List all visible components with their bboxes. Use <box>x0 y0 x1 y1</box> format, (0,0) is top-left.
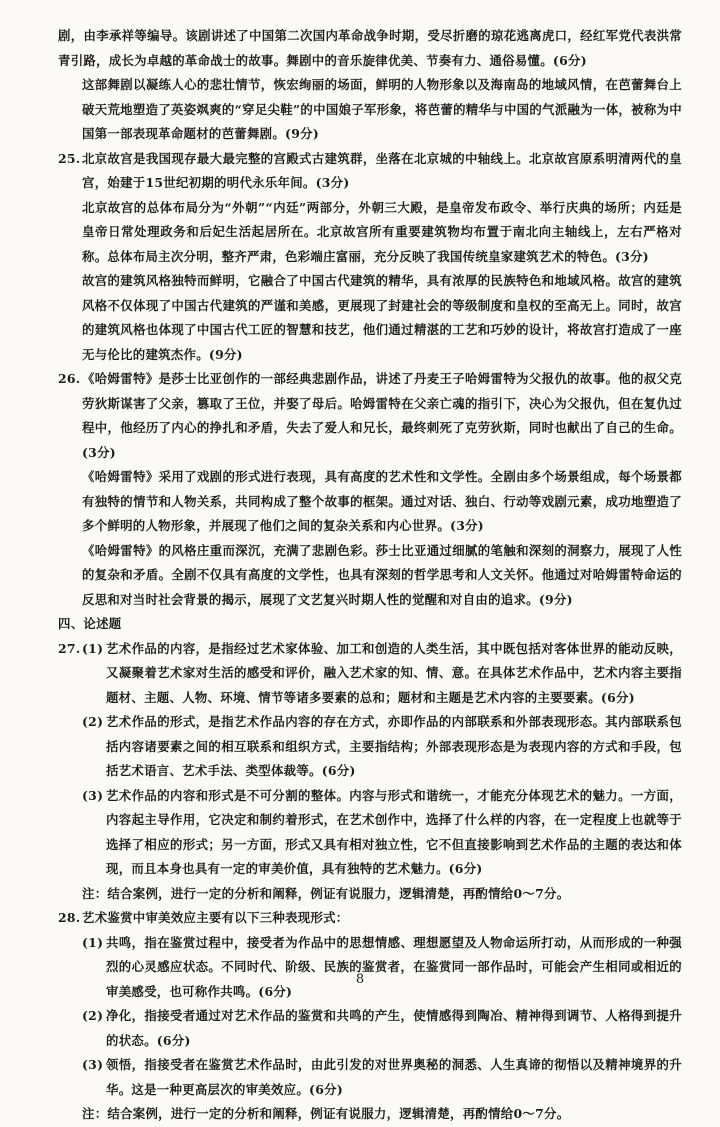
item-mark: (1) <box>82 640 104 656</box>
item-text: 艺术作品的内容和形式是不可分割的整体。内容与形式和谐统一，才能充分体现艺术的魅力。一方面，内容起主导作用，它决定和制约着形式，在艺术创作中，选择了什么样的内容，在一定程度上也就等于选择了相应的形式；另一方面，形式又具有相对独立性，它不但直接影响到艺术作品的主题的表达和体现，而且本身也具有一定的审美价值，具有独特的艺术魅力。(6分) <box>106 787 682 876</box>
answer-paragraph: 北京故宫的总体布局分为“外朝”“内廷”两部分，外朝三大殿，是皇帝发布政令、举行庆典的场所；内廷是皇帝日常处理政务和后妃生活起居所在。北京故宫所有重要建筑物均布置于南北向主轴线上，左右严格对称。总体布局主次分明，整齐严肃，色彩端庄富丽，充分反映了我国传统皇家建筑艺术的特色。(3分) <box>82 199 682 264</box>
question-number: 26. <box>58 371 81 386</box>
item-text: 艺术作品的内容，是指经过艺术家体验、加工和创造的人类生活，其中既包括对客体世界的能动反映，又凝聚着艺术家对生活的感受和评价，融入艺术家的知、情、意。在具体艺术作品中，艺术内容主要指题材、主题、人物、环境、情节等诸多要素的总和；题材和主题是艺术内容的主要要素。(6分) <box>106 640 682 705</box>
section-heading: 四、论述题 <box>58 616 122 631</box>
answer-item <box>82 710 682 784</box>
question-number: 25. <box>58 150 81 166</box>
question-27 <box>58 637 682 907</box>
question-number: 28. <box>58 910 81 925</box>
item-mark: (2) <box>82 1008 104 1023</box>
question-28 <box>58 906 682 1127</box>
answer-paragraph: 北京故宫是我国现存最大最完整的宫殿式古建筑群，坐落在北京城的中轴线上。北京故宫原系明清两代的皇宫，始建于15世纪初期的明代永乐年间。(3分) <box>82 150 682 190</box>
question-body <box>82 637 682 907</box>
question-number: 27. <box>58 640 81 656</box>
item-text: 领悟，指接受者在鉴赏艺术作品时，由此引发的对世界奥秘的洞悉、人生真谛的彻悟以及精神境界的升华。这是一种更高层次的审美效应。(6分) <box>106 1057 682 1097</box>
answer-paragraph: 《哈姆雷特》采用了戏剧的形式进行表现，具有高度的艺术性和文学性。全剧由多个场景组成，每个场景都有独特的情节和人物关系，共同构成了整个故事的框架。通过对话、独白、行动等戏剧元素，成功地塑造了多个鲜明的人物形象，并展现了他们之间的复杂关系和内心世界。(3分) <box>82 469 682 533</box>
page-number: 8 <box>355 972 365 987</box>
answer-item <box>82 1053 682 1102</box>
intro-paragraph-2: 这部舞剧以凝练人心的悲壮情节，恢宏绚丽的场面，鲜明的人物形象以及海南岛的地域风情，在芭蕾舞台上破天荒地塑造了英姿飒爽的“穿足尖鞋”的中国娘子军形象，将芭蕾的精华与中国的气派融为一体，被称为中国第一部表现革命题材的芭蕾舞剧。(9分) <box>82 77 682 141</box>
question-body <box>82 906 682 1127</box>
answer-item <box>82 931 682 1005</box>
answer-item <box>82 784 682 882</box>
item-text: 净化，指接受者通过对艺术作品的鉴赏和共鸣的产生，使情感得到陶冶、精神得到调节、人格得到提升的状态。(6分) <box>106 1008 682 1048</box>
grading-note: 注：结合案例，进行一定的分析和阐释，例证有说服力，逻辑清楚，再酌情给0～7分。 <box>82 1106 570 1121</box>
item-mark: (3) <box>82 787 104 803</box>
answer-paragraph: 《哈姆雷特》的风格庄重而深沉，充满了悲剧色彩。莎士比亚通过细腻的笔触和深刻的洞察力，展现了人性的复杂和矛盾。全剧不仅具有高度的文学性，也具有深刻的哲学思考和人文关怀。他通过对哈姆雷特命运的反思和对当时社会背景的揭示，展现了文艺复兴时期人性的觉醒和对自由的追求。(9分) <box>82 542 682 607</box>
question-lead: 艺术鉴赏中审美效应主要有以下三种表现形式： <box>82 910 349 925</box>
intro-paragraph-1: 剧，由李承祥等编导。该剧讲述了中国第二次国内革命战争时期，受尽折磨的琼花逃离虎口，经红军党代表洪常青引路，成长为卓越的革命战士的故事。舞剧中的音乐旋律优美、节奏有力、通俗易懂。(6分) <box>58 28 682 68</box>
item-mark: (1) <box>82 934 104 950</box>
item-mark: (2) <box>82 714 104 729</box>
answer-paragraph: 故宫的建筑风格独特而鲜明，它融合了中国古代建筑的精华，具有浓厚的民族特色和地域风格。故宫的建筑风格不仅体现了中国古代建筑的严谨和美感，更展现了封建社会的等级制度和皇权的至高无上。同时，故宫的建筑风格也体现了中国古代工匠的智慧和技艺，他们通过精湛的工艺和巧妙的设计，将故宫打造成了一座无与伦比的建筑杰作。(9分) <box>82 273 682 362</box>
item-text: 共鸣，指在鉴赏过程中，接受者为作品中的思想情感、理想愿望及人物命运所打动，从而形成的一种强烈的心灵感应状态。不同时代、阶级、民族的鉴赏者，在鉴赏同一部作品时，可能会产生相同或相近的审美感受，也可称作共鸣。(6分) <box>106 934 682 999</box>
answer-item <box>82 637 682 711</box>
item-mark: (3) <box>82 1057 104 1072</box>
grading-note: 注：结合案例，进行一定的分析和阐释，例证有说服力，逻辑清楚，再酌情给0～7分。 <box>82 885 570 901</box>
question-body <box>82 147 682 368</box>
item-text: 艺术作品的形式，是指艺术作品内容的存在方式，亦即作品的内部联系和外部表现形态。其内部联系包括内容诸要素之间的相互联系和组织方式，主要指结构；外部表现形态是为表现内容的方式和手段，包括艺术语言、艺术手法、类型体裁等。(6分) <box>106 714 682 778</box>
page-content <box>58 24 682 1127</box>
question-25 <box>58 147 682 368</box>
question-26 <box>58 367 682 612</box>
answer-item <box>82 1004 682 1053</box>
question-body <box>82 367 682 612</box>
answer-paragraph: 《哈姆雷特》是莎士比亚创作的一部经典悲剧作品，讲述了丹麦王子哈姆雷特为父报仇的故事。他的叔父克劳狄斯谋害了父亲，篡取了王位，并娶了母后。哈姆雷特在父亲亡魂的指引下，决心为父报仇，但在复仇过程中，他经历了内心的挣扎和矛盾，失去了爱人和兄长，最终刺死了克劳狄斯，同时也献出了自己的生命。(3分) <box>82 371 682 460</box>
